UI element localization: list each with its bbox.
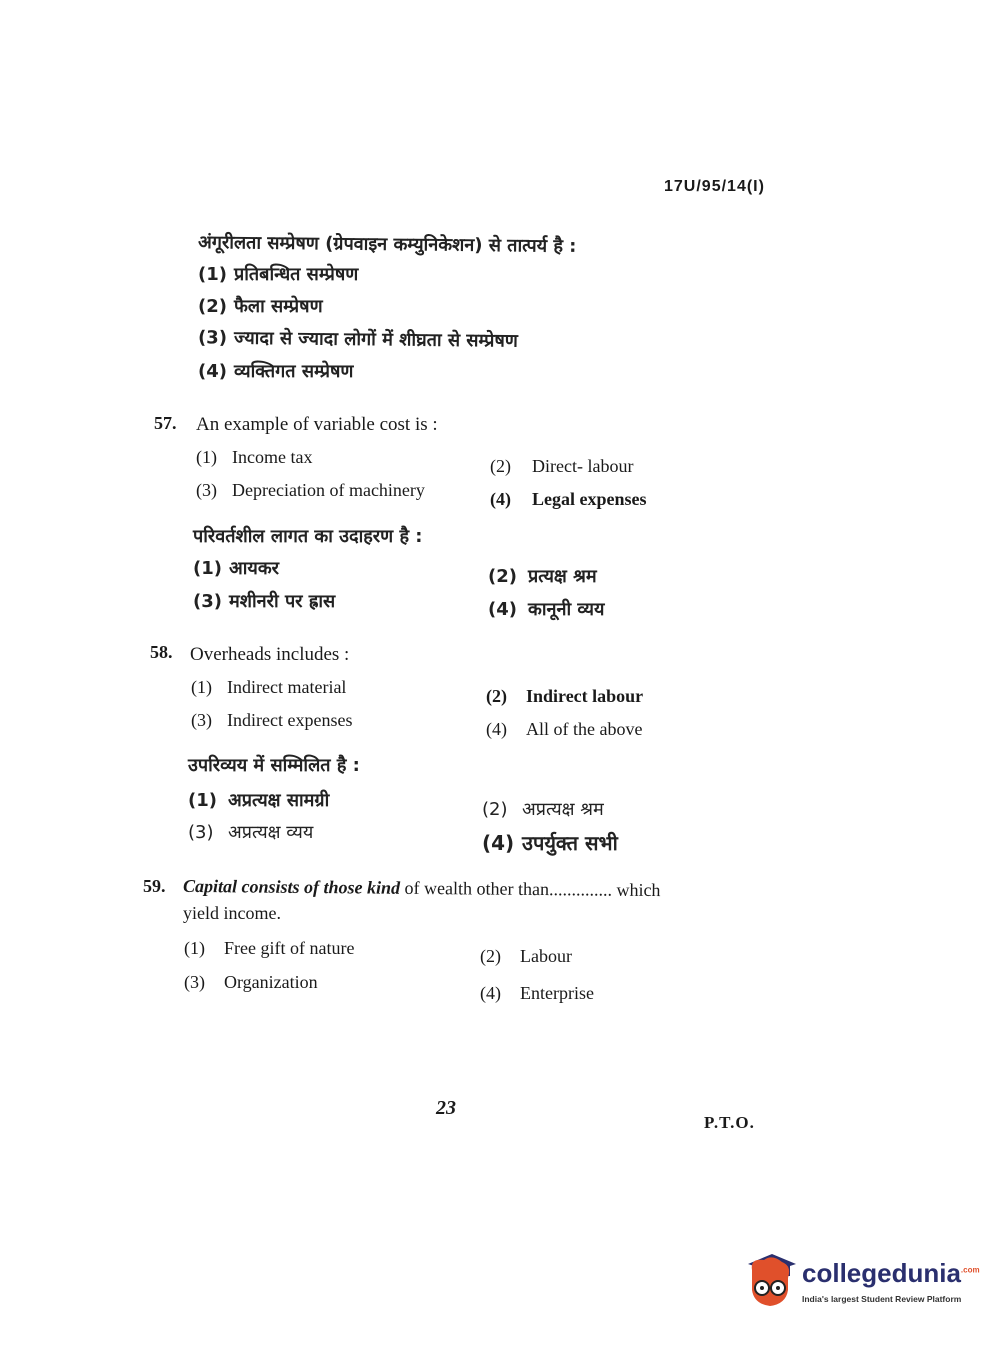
q58-option-1-english: (1) Indirect material <box>191 677 347 697</box>
q57-option-4-english: (4) Legal expenses <box>490 489 647 509</box>
page-number: 23 <box>436 1097 456 1119</box>
q58-option-2-hindi: (2) अप्रत्यक्ष श्रम <box>482 799 604 820</box>
watermark-suffix: .com <box>960 1265 980 1275</box>
q56-option-4-hindi: (4) व्यक्तिगत सम्प्रेषण <box>198 361 354 382</box>
q59-option-2-english: (2) Labour <box>480 946 572 966</box>
q57-stem-hindi: परिवर्तशील लागत का उदाहरण है : <box>193 526 423 547</box>
q59-option-1-english: (1) Free gift of nature <box>184 938 355 958</box>
q58-stem-hindi: उपरिव्यय में सम्मिलित है : <box>188 755 360 776</box>
q56-option-3-hindi: (3) ज्यादा से ज्यादा लोगों में शीघ्रता से सम्प्रेषण <box>197 327 519 352</box>
q59-option-3-english: (3) Organization <box>184 972 318 992</box>
q57-option-4-hindi: (4) कानूनी व्यय <box>488 599 605 620</box>
q57-option-3-hindi: (3) मशीनरी पर ह्रास <box>193 591 336 612</box>
q57-number: 57. <box>154 413 177 433</box>
paper-code: 17U/95/14(I) <box>664 178 765 195</box>
q58-option-2-english: (2) Indirect labour <box>486 686 644 706</box>
q57-option-3-english: (3) Depreciation of machinery <box>196 480 425 500</box>
q59-stem-line-2: yield income. <box>183 903 281 923</box>
q58-number: 58. <box>150 642 173 662</box>
q59-number: 59. <box>143 876 166 896</box>
q58-option-4-english: (4) All of the above <box>486 719 643 739</box>
q57-option-1-hindi: (1) आयकर <box>193 558 280 579</box>
q59-option-4-english: (4) Enterprise <box>480 983 594 1003</box>
please-turn-over: P.T.O. <box>704 1113 755 1132</box>
q58-option-1-hindi: (1) अप्रत्यक्ष सामग्री <box>188 790 330 811</box>
q59-stem-line-1: Capital consists of those kind of wealth other than.............. which <box>182 875 661 901</box>
q57-option-1-english: (1) Income tax <box>196 447 313 467</box>
q56-option-1-hindi: (1) प्रतिबन्धित सम्प्रेषण <box>198 264 359 285</box>
q58-option-3-hindi: (3) अप्रत्यक्ष व्यय <box>188 822 314 843</box>
watermark-name: collegedunia <box>802 1258 961 1288</box>
q56-option-2-hindi: (2) फैला सम्प्रेषण <box>198 296 323 317</box>
q57-stem-english: An example of variable cost is : <box>196 414 438 435</box>
q57-option-2-hindi: (2) प्रत्यक्ष श्रम <box>488 566 597 587</box>
q57-option-2-english: (2) Direct- labour <box>490 456 634 476</box>
q58-option-4-hindi: (4) उपर्युक्त सभी <box>482 831 618 855</box>
q56-stem-hindi: अंगूरीलता सम्प्रेषण (ग्रेपवाइन कम्युनिकेशन) से तात्पर्य है : <box>197 232 577 257</box>
watermark-tagline: India's largest Student Review Platform <box>802 1294 962 1304</box>
q58-stem-english: Overheads includes : <box>190 644 350 665</box>
q58-option-3-english: (3) Indirect expenses <box>191 710 353 730</box>
mascot-logo-icon <box>742 1250 800 1310</box>
collegedunia-watermark <box>742 1250 980 1310</box>
